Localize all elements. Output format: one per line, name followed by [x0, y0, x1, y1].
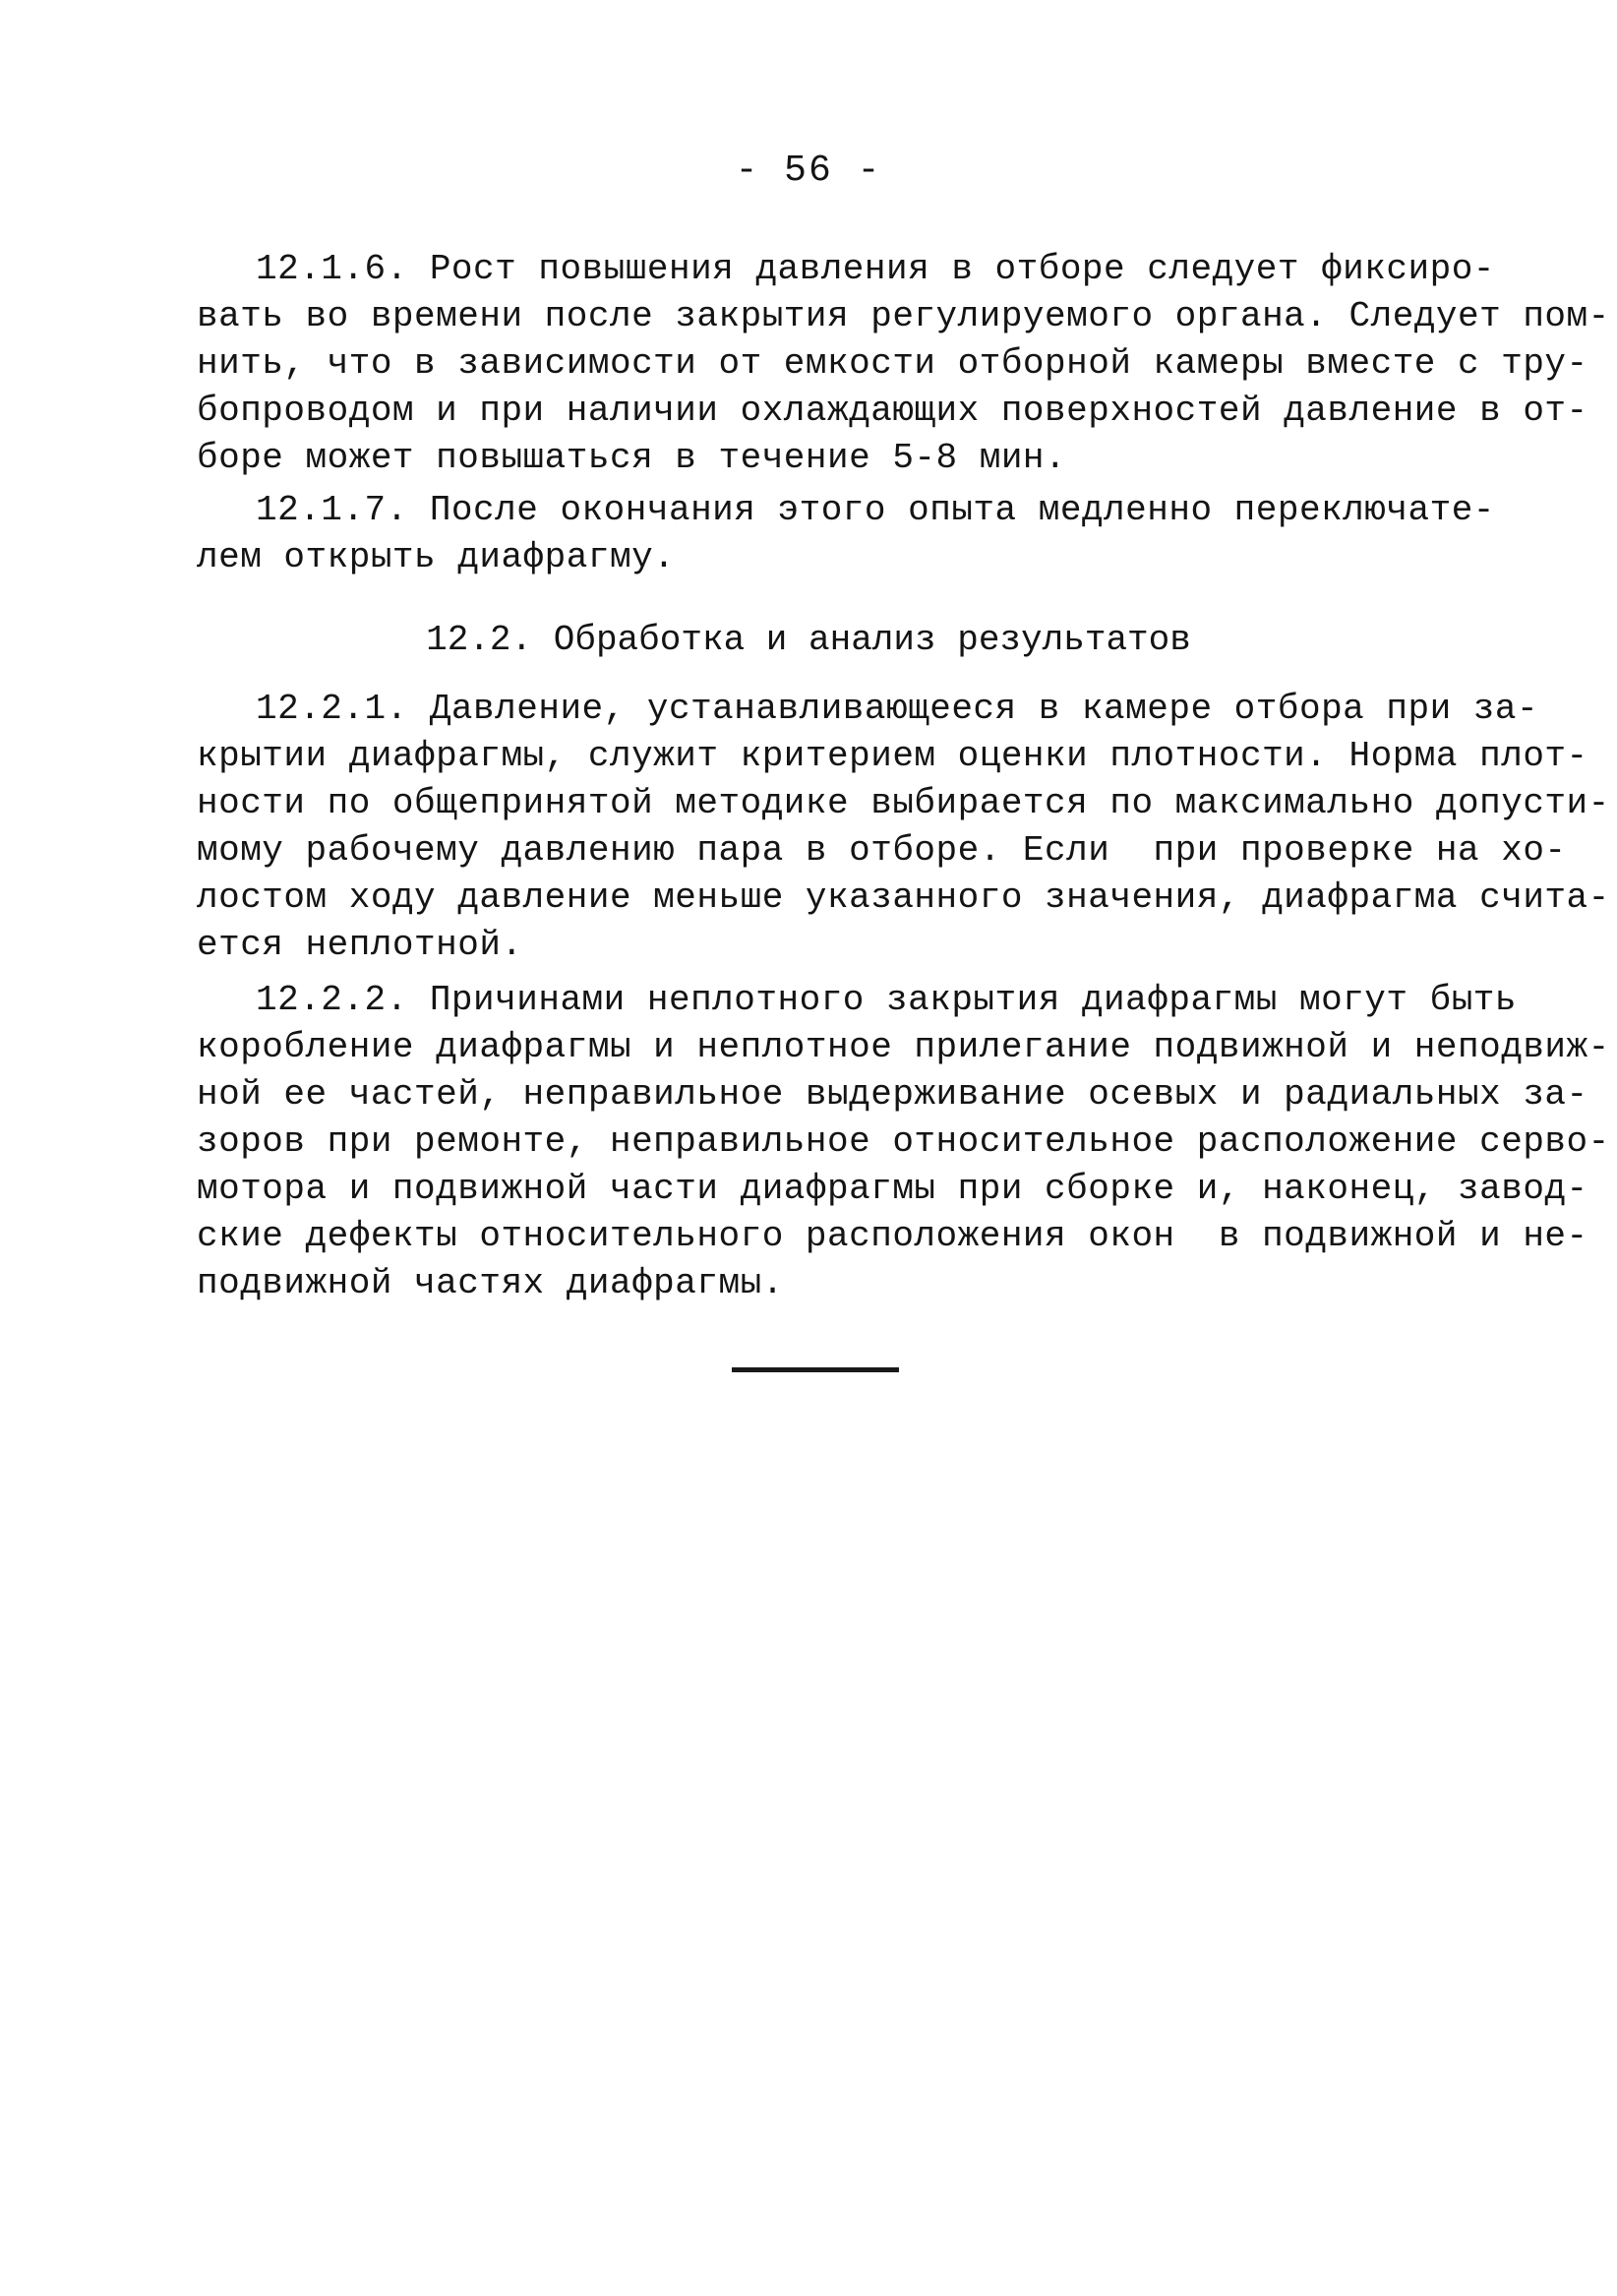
text-line: зоров при ремонте, неправильное относительное расположение серво- [197, 1121, 1610, 1162]
text-line: подвижной частях диафрагмы. [197, 1263, 784, 1303]
text-line: вать во времени после закрытия регулируемого органа. Следует пом- [197, 296, 1610, 336]
text-line: бопроводом и при наличии охлаждающих поверхностей давление в от- [197, 391, 1588, 431]
text-line: лостом ходу давление меньше указанного значения, диафрагма счита- [197, 877, 1610, 918]
text-line: 12.1.7. После окончания этого опыта медленно переключате- [256, 490, 1495, 530]
text-line: мому рабочему давлению пара в отборе. Если при проверке на хо- [197, 830, 1567, 871]
text-line: мотора и подвижной части диафрагмы при сборке и, наконец, завод- [197, 1169, 1588, 1209]
text-line: боре может повышаться в течение 5-8 мин. [197, 438, 1067, 478]
text-line: лем открыть диафрагму. [197, 537, 676, 577]
text-line: ется неплотной. [197, 925, 523, 965]
text-line: 12.1.6. Рост повышения давления в отборе следует фиксиро- [256, 249, 1495, 289]
section-heading: 12.2. Обработка и анализ результатов [426, 620, 1191, 660]
text-line: ские дефекты относительного расположения окон в подвижной и не- [197, 1216, 1588, 1256]
text-line: ности по общепринятой методике выбирается по максимально допусти- [197, 783, 1610, 823]
text-line: ной ее частей, неправильное выдерживание осевых и радиальных за- [197, 1074, 1588, 1115]
end-rule [732, 1367, 899, 1372]
text-line: крытии диафрагмы, служит критерием оценки плотности. Норма плот- [197, 736, 1588, 776]
text-line: 12.2.2. Причинами неплотного закрытия диафрагмы могут быть [256, 980, 1518, 1020]
page-number: - 56 - [735, 150, 882, 192]
text-line: нить, что в зависимости от емкости отборной камеры вместе с тру- [197, 343, 1588, 384]
text-line: 12.2.1. Давление, устанавливающееся в камере отбора при за- [256, 689, 1539, 729]
text-line: коробление диафрагмы и неплотное прилегание подвижной и неподвиж- [197, 1027, 1610, 1067]
